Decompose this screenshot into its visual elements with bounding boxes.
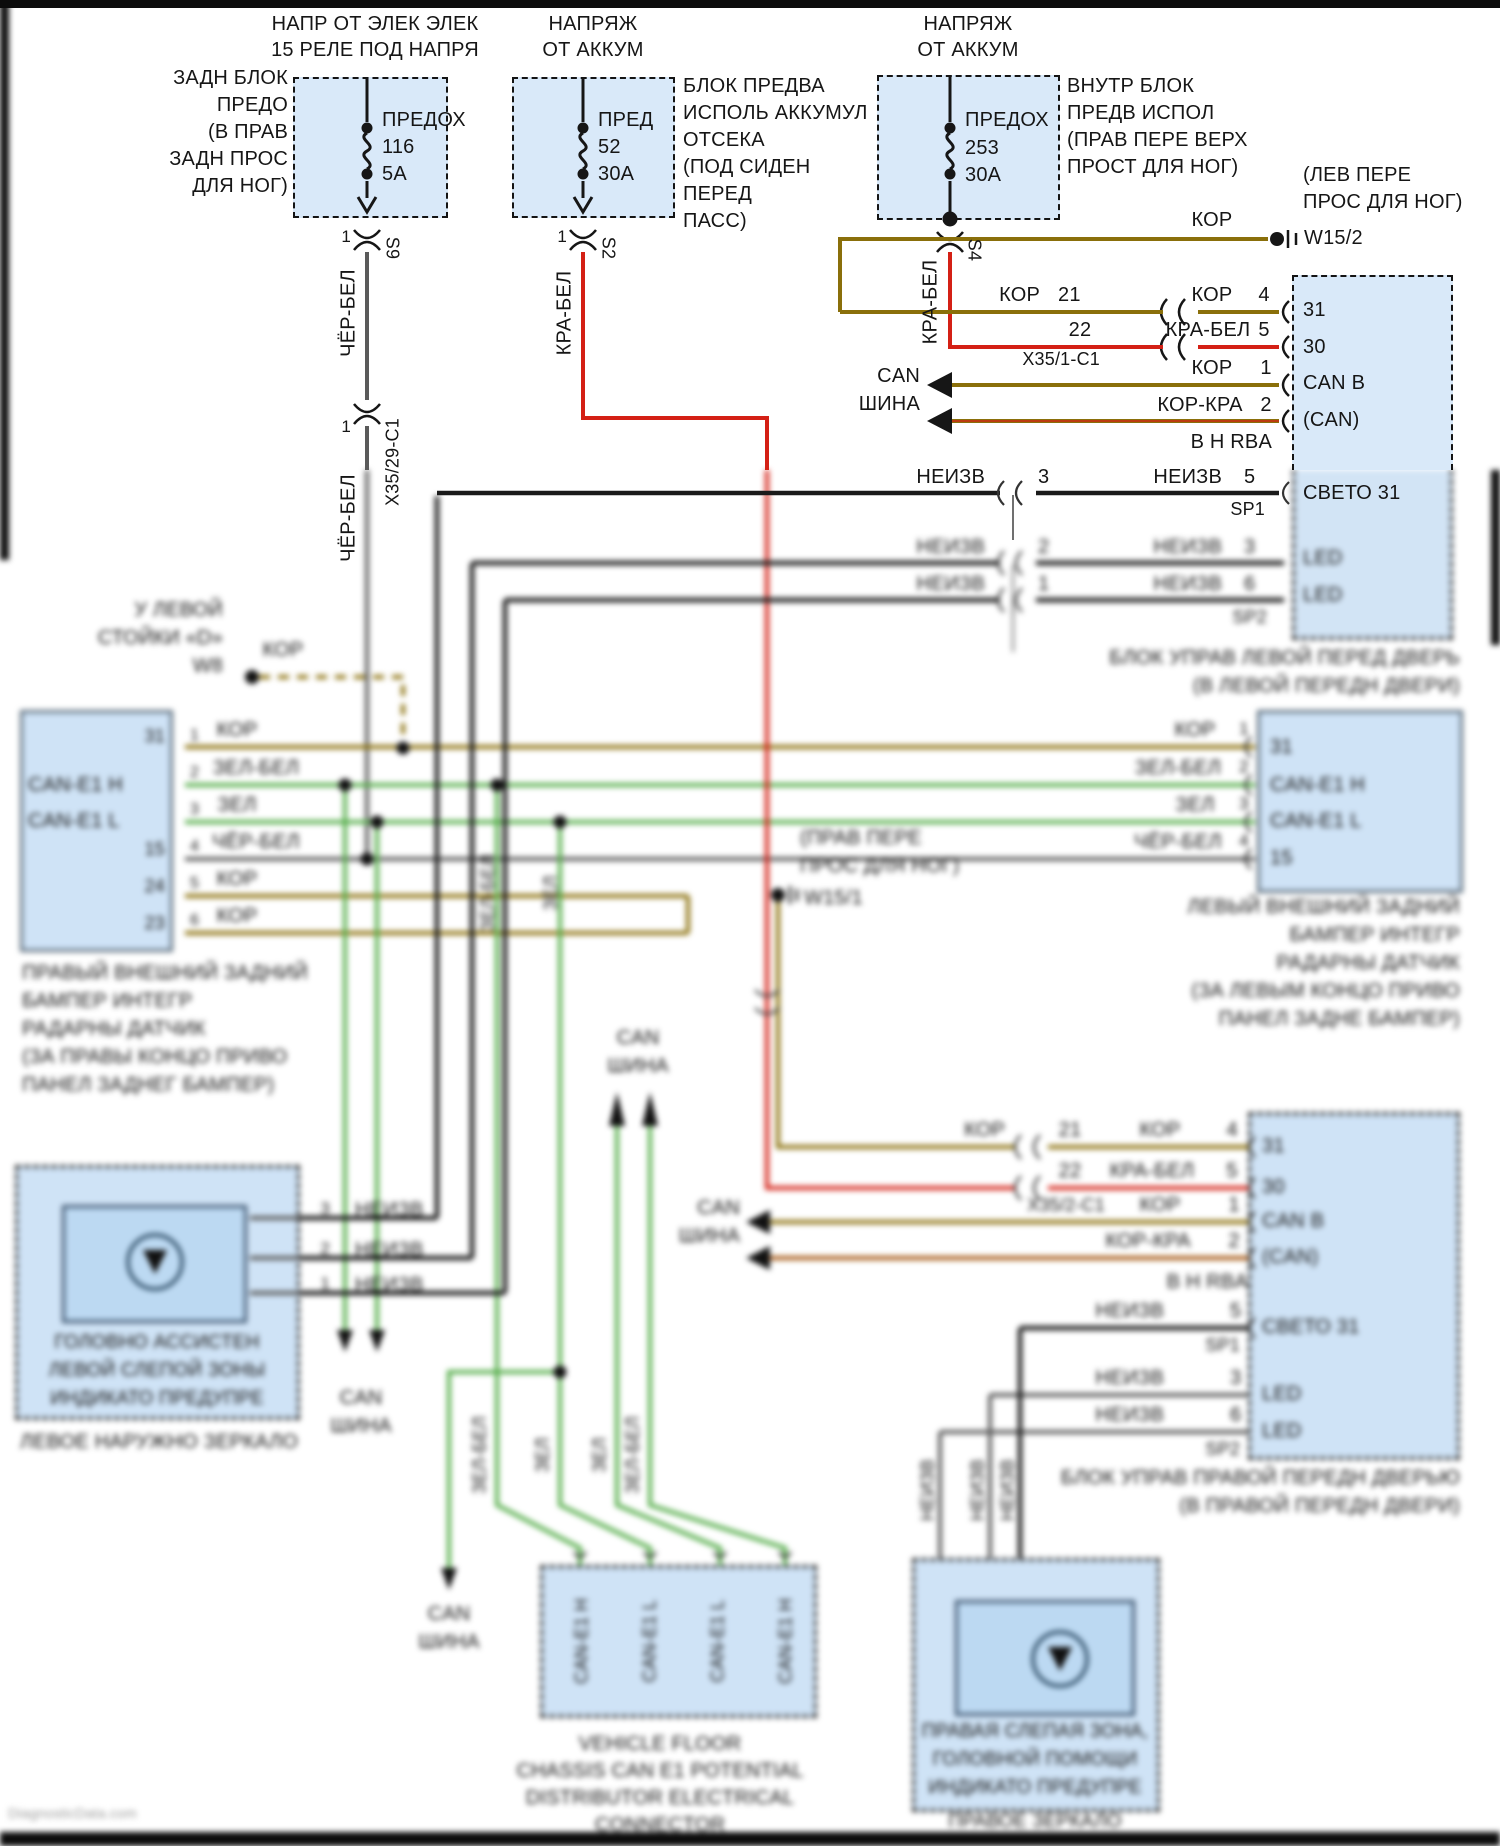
ground-w8: W8 — [192, 655, 223, 677]
diagram-label: 1 — [1260, 357, 1272, 379]
diagram-label: 15 — [144, 839, 165, 859]
pin-30: 30 — [1303, 336, 1326, 358]
diagram-label: НЕИЗВ — [997, 1459, 1018, 1521]
diagram-label: ЛЕВОЙ СЛЕПОЙ ЗОНЫ — [48, 1360, 266, 1381]
wire-color: ЧЁР-БЕЛ — [337, 474, 360, 562]
diagram-label: ПРЕДО — [216, 94, 288, 116]
diagram-label: ГОЛОВНОЙ ПОМОЩИ — [932, 1749, 1138, 1770]
diagram-label: ИСПОЛЬ АККУМУЛ — [683, 102, 868, 124]
diagram-label: СТОЙКИ «D» — [97, 627, 223, 649]
connector-x35-29: X35/29-C1 — [382, 418, 403, 506]
diagram-label: (ПОД СИДЕН — [683, 156, 811, 178]
diagram-label: ЗЕЛ — [1175, 794, 1215, 816]
diagram-label: 21 — [1058, 1119, 1082, 1141]
diagram-label: 6 — [190, 912, 200, 929]
diagram-label: 1 — [557, 227, 567, 246]
diagram-label: 5 — [1226, 1160, 1238, 1182]
diagram-label: 22 — [1058, 1160, 1082, 1182]
diagram-label: ПАСС) — [683, 210, 747, 232]
diagram-label: 2 — [1260, 394, 1272, 416]
diagram-label: 1 — [1038, 573, 1050, 595]
diagram-label: ЗЕЛ — [217, 794, 257, 816]
diagram-label: ИНДИКАТО ПРЕДУПРЕ — [50, 1388, 264, 1409]
diagram-label: (CAN) — [1303, 409, 1360, 431]
splice-s4: S4 — [964, 238, 985, 262]
fuse2-location: БЛОК ПРЕДВА — [683, 75, 825, 97]
diagram-label: 31 — [1270, 736, 1293, 758]
diagram-label: ОТ АККУМ — [542, 39, 644, 61]
diagram-label: 21 — [1058, 284, 1081, 306]
diagram-label: ИНДИКАТО ПРЕДУПРЕ — [928, 1777, 1142, 1798]
left-radar-caption: ПРАВЫЙ ВНЕШНИЙ ЗАДНИЙ — [22, 962, 308, 984]
fuse3-header: НАПРЯЖ — [923, 13, 1013, 35]
ground-w15-2-location: (ЛЕВ ПЕРЕ — [1303, 164, 1412, 186]
diagram-label: ОТСЕКА — [683, 129, 765, 151]
diagram-label: CAN B — [1262, 1210, 1325, 1232]
right-mirror-label: ПРАВОЕ ЗЕРКАЛО — [948, 1811, 1122, 1832]
diagram-label: ЗЕЛ — [540, 875, 561, 911]
diagram-label: 4 — [190, 838, 200, 855]
diagram-label: НЕИЗВ — [1095, 1404, 1164, 1426]
diagram-label: (ЗА ПРАВЫ КОНЦО ПРИВО — [22, 1046, 288, 1068]
diagram-label: (ПРАВ ПЕРЕ ВЕРХ — [1067, 129, 1248, 151]
diagram-label: 1 — [341, 417, 351, 436]
diagram-label: В Н RBA — [1190, 431, 1272, 453]
diagram-label: DISTRIBUTOR ELECTRICAL — [525, 1787, 795, 1809]
diagram-label: КОР — [1174, 719, 1216, 741]
watermark: DiagnosticData.com — [8, 1805, 137, 1821]
diagram-label: (ЗА ЛЕВЫМ КОНЦО ПРИВО — [1191, 980, 1460, 1002]
diagram-label: КОР — [1191, 209, 1233, 231]
diagram-label: CAN-E1 L — [1270, 810, 1362, 832]
splice-s2: S2 — [598, 236, 619, 260]
diagram-label: ШИНА — [858, 393, 920, 415]
diagram-label: 3 — [1230, 1367, 1242, 1389]
diagram-label: КОР-КРА — [1157, 394, 1243, 416]
diagram-label: CAN-E1 H — [775, 1598, 796, 1684]
diagram-label: ОТ АККУМ — [917, 39, 1019, 61]
diagram-label: КОР — [216, 719, 258, 741]
diagram-label: НЕИЗВ — [355, 1199, 424, 1221]
fuse3-location: ВНУТР БЛОК — [1067, 75, 1195, 97]
fuse3-name: ПРЕДОХ — [965, 109, 1049, 131]
diagram-label: ЗЕЛ-БЕЛ — [622, 1416, 643, 1494]
diagram-label: 2 — [190, 764, 200, 781]
diagram-label: 30 — [1262, 1176, 1285, 1198]
left-mirror-caption: ГОЛОВНО АССИСТЕН — [54, 1332, 260, 1353]
diagram-label: ЗЕЛ — [589, 1437, 610, 1473]
diagram-label: НЕИЗВ — [916, 536, 985, 558]
wire-color: КРА-БЕЛ — [553, 270, 576, 356]
pin-can-e1-h: CAN-E1 H — [28, 774, 123, 796]
splice-sp1: SP1 — [1205, 1335, 1240, 1355]
diagram-label: (В ПРАВ — [207, 121, 288, 143]
fuse2-name: ПРЕД — [598, 109, 654, 131]
diagram-label: КОР — [1191, 284, 1233, 306]
diagram-label: (В ЛЕВОЙ ПЕРЕДН ДВЕРИ) — [1192, 675, 1460, 697]
can-bus-label: CAN — [616, 1027, 660, 1049]
fuse3-number: 253 — [965, 137, 999, 159]
diagram-label: КОР — [1139, 1194, 1181, 1216]
diagram-label: БАМПЕР ИНТЕГР — [22, 990, 193, 1012]
wire-color: КРА-БЕЛ — [919, 259, 942, 345]
left-mirror-label: ЛЕВОЕ НАРУЖНО ЗЕРКАЛО — [20, 1431, 299, 1453]
diagram-label: ПАНЕЛ ЗАДНЕ БАМПЕР) — [1218, 1008, 1460, 1030]
diagram-label: 15 — [1270, 847, 1293, 869]
diagram-label: КОР-КРА — [1105, 1230, 1191, 1252]
diagram-label: 31 — [144, 726, 165, 746]
wire-color: ЧЁР-БЕЛ — [337, 269, 360, 357]
diagram-label: КОР — [999, 284, 1040, 306]
diagram-label: 3 — [190, 801, 200, 818]
diagram-label: (В ПРАВОЙ ПЕРЕДН ДВЕРИ) — [1179, 1495, 1460, 1517]
left-door-module-caption: БЛОК УПРАВ ЛЕВОЙ ПЕРЕД ДВЕРЬ — [1109, 647, 1460, 669]
diagram-label: РАДАРНЫ ДАТЧИК — [1276, 952, 1460, 974]
connector-x35-1: X35/1-C1 — [1022, 349, 1100, 369]
diagram-label: ЗЕЛ-БЕЛ — [477, 854, 498, 932]
pin-can-e1-l: CAN-E1 L — [28, 810, 120, 832]
diagram-label: НЕИЗВ — [1153, 466, 1222, 488]
diagram-label: НЕИЗВ — [1153, 573, 1222, 595]
pin-31: 31 — [1303, 299, 1326, 321]
ground-w15-1: W15/1 — [804, 887, 863, 909]
diagram-label: КОР — [1139, 1119, 1181, 1141]
ground-w15-1-location: (ПРАВ ПЕРЕ — [800, 827, 922, 849]
can-bus-label: CAN — [877, 365, 920, 387]
diagram-label: 2 — [1228, 1230, 1240, 1252]
diagram-label: ШИНА — [678, 1225, 740, 1247]
right-mirror-caption: ПРАВАЯ СЛЕПАЯ ЗОНА, — [921, 1721, 1149, 1742]
diagram-label: 23 — [144, 913, 165, 933]
pin-led: LED — [1303, 547, 1343, 569]
fuse1-location: ЗАДН БЛОК — [173, 67, 288, 89]
diagram-label: НЕИЗВ — [1153, 536, 1222, 558]
diagram-label: CAN-E1 H — [571, 1598, 592, 1684]
diagram-label: КОР — [1191, 357, 1233, 379]
diagram-label: 6 — [1244, 573, 1256, 595]
diagram-label: 31 — [1262, 1135, 1285, 1157]
fuse1-name: ПРЕДОХ — [382, 109, 466, 131]
diagram-label: ЗАДН ПРОС — [169, 148, 288, 170]
can-bus-label: CAN — [427, 1603, 471, 1625]
diagram-label: CAN-E1 L — [707, 1599, 728, 1683]
diagram-label: ЗЕЛ-БЕЛ — [469, 1416, 490, 1494]
fuse1-header: НАПР ОТ ЭЛЕК ЭЛЕК — [271, 13, 479, 35]
diagram-label: ЗЕЛ-БЕЛ — [212, 757, 300, 779]
diagram-label: 5 — [1230, 1300, 1242, 1322]
diagram-label: НЕИЗВ — [967, 1459, 988, 1521]
diagram-label: 3 — [1239, 794, 1249, 813]
diagram-label: LED — [1262, 1420, 1302, 1442]
diagram-label: РАДАРНЫ ДАТЧИК — [22, 1018, 206, 1040]
diagram-label: КОР — [964, 1119, 1005, 1141]
diagram-label: 4 — [1239, 831, 1249, 850]
diagram-label: 3 — [1244, 536, 1256, 558]
fuse2-number: 52 — [598, 136, 621, 158]
diagram-label: КОР — [216, 905, 258, 927]
diagram-label: В Н RBA — [1166, 1271, 1248, 1293]
diagram-label: LED — [1262, 1383, 1302, 1405]
diagram-label: 3 — [320, 1199, 330, 1218]
diagram-label: ПАНЕЛ ЗАДНЕГ БАМПЕР) — [22, 1074, 275, 1096]
pin-can-b: CAN B — [1303, 372, 1366, 394]
diagram-label: 1 — [190, 727, 200, 744]
right-door-module-caption: БЛОК УПРАВ ПРАВОЙ ПЕРЕДН ДВЕРЬЮ — [1060, 1467, 1460, 1489]
diagram-label: ШИНА — [418, 1631, 480, 1653]
diagram-label: ЗЕЛ — [532, 1437, 553, 1473]
diagram-label: 6 — [1230, 1404, 1242, 1426]
diagram-label: 5 — [190, 875, 200, 892]
diagram-label: ЧЁР-БЕЛ — [212, 831, 300, 853]
diagram-label: БАМПЕР ИНТЕГР — [1289, 924, 1460, 946]
diagram-label: НЕИЗВ — [917, 1459, 938, 1521]
diagram-label: ДЛЯ НОГ) — [192, 175, 288, 197]
diagram-label: НЕИЗВ — [355, 1274, 424, 1296]
diagram-label: 2 — [320, 1239, 330, 1258]
diagram-label: 5 — [1244, 466, 1256, 488]
floor-connector-caption: VEHICLE FLOOR — [578, 1733, 742, 1755]
fuse2-amps: 30А — [598, 163, 635, 185]
diagram-label: НЕИЗВ — [916, 466, 985, 488]
fuse1-header2: 15 РЕЛЕ ПОД НАПРЯ — [271, 39, 479, 61]
ground-w8-location: У ЛЕВОЙ — [134, 599, 223, 621]
diagram-label: 1 — [1239, 719, 1249, 738]
diagram-label: НЕИЗВ — [1095, 1300, 1164, 1322]
fuse1-amps: 5А — [382, 163, 407, 185]
diagram-label: ПРОС ДЛЯ НОГ) — [800, 855, 960, 877]
diagram-label: КРА-БЕЛ — [1165, 319, 1251, 341]
can-bus-label: CAN — [339, 1387, 383, 1409]
fuse2-header: НАПРЯЖ — [548, 13, 638, 35]
can-bus-label: CAN — [697, 1197, 740, 1219]
splice-sp1: SP1 — [1230, 499, 1265, 519]
diagram-label: НЕИЗВ — [1095, 1367, 1164, 1389]
fuse3-amps: 30А — [965, 164, 1002, 186]
diagram-label: НЕИЗВ — [355, 1239, 424, 1261]
diagram-label: 5 — [1258, 319, 1270, 341]
diagram-label: ЗЕЛ-БЕЛ — [1134, 757, 1222, 779]
splice-s9: S9 — [382, 236, 403, 260]
diagram-label: 1 — [1228, 1194, 1240, 1216]
diagram-label: КОР — [216, 868, 258, 890]
diagram-label: ПРОСТ ДЛЯ НОГ) — [1067, 156, 1239, 178]
connector-x35-2: X35/2-C1 — [1027, 1195, 1105, 1215]
diagram-label: НЕИЗВ — [916, 573, 985, 595]
diagram-label: СВЕТО 31 — [1262, 1316, 1360, 1338]
diagram-label: 1 — [341, 227, 351, 246]
diagram-label: 1 — [320, 1274, 330, 1293]
right-radar-caption: ЛЕВЫЙ ВНЕШНИЙ ЗАДНИЙ — [1187, 896, 1460, 918]
diagram-label: КРА-БЕЛ — [1109, 1160, 1195, 1182]
diagram-label: 24 — [144, 876, 165, 896]
diagram-label: CHASSIS CAN E1 POTENTIAL — [516, 1760, 804, 1782]
diagram-label: 2 — [1239, 757, 1249, 776]
splice-sp2: SP2 — [1205, 1439, 1240, 1459]
diagram-label: ПРОС ДЛЯ НОГ) — [1303, 191, 1463, 213]
diagram-label: ШИНА — [607, 1055, 669, 1077]
diagram-label: (CAN) — [1262, 1246, 1319, 1268]
diagram-label: CAN-E1 L — [639, 1599, 660, 1683]
diagram-label: ЧЁР-БЕЛ — [1134, 831, 1222, 853]
diagram-label: 3 — [1038, 466, 1050, 488]
fuse1-number: 116 — [382, 136, 415, 158]
diagram-label: ШИНА — [330, 1415, 392, 1437]
diagram-label: CONNECTOR — [594, 1814, 726, 1836]
diagram-label: КОР — [262, 639, 304, 661]
diagram-label: ПРЕДВ ИСПОЛ — [1067, 102, 1215, 124]
ground-w15-2: W15/2 — [1304, 227, 1363, 249]
pin-sveto-31: СВЕТО 31 — [1303, 482, 1401, 504]
diagram-label: 22 — [1068, 319, 1092, 341]
pin-led: LED — [1303, 584, 1343, 606]
diagram-label: 4 — [1226, 1119, 1238, 1141]
diagram-label: 4 — [1258, 284, 1270, 306]
diagram-label: CAN-E1 H — [1270, 774, 1365, 796]
splice-sp2: SP2 — [1232, 607, 1267, 627]
diagram-label: 2 — [1038, 536, 1050, 558]
diagram-label: ПЕРЕД — [683, 183, 752, 205]
